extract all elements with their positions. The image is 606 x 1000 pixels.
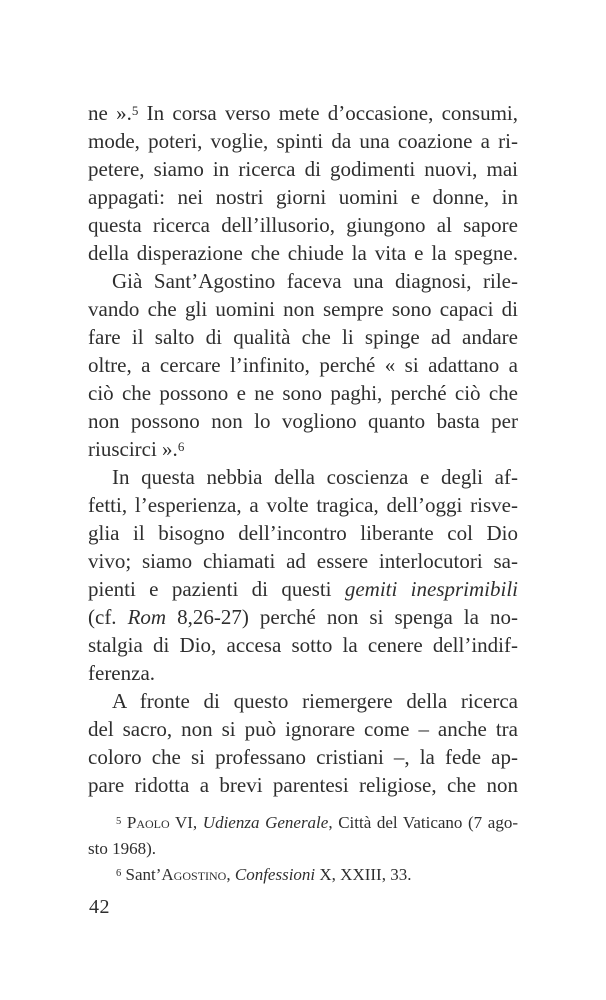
paragraph xyxy=(88,267,518,463)
text-segment: pienti e pazienti di questi xyxy=(88,577,345,601)
text-segment: 8,26-27) perché non si spenga la no- xyxy=(166,605,518,629)
footnote-marker: 6 xyxy=(116,867,122,879)
footnote-marker: 5 xyxy=(131,102,139,118)
text-line xyxy=(88,771,518,799)
text-line xyxy=(88,127,518,155)
text-line xyxy=(88,519,518,547)
text-segment: ferenza. xyxy=(88,661,156,685)
text-line xyxy=(88,435,518,463)
text-segment: ciò che possono e ne sono paghi, perché ciò che xyxy=(88,381,518,405)
footnotes xyxy=(88,810,518,888)
footnote-marker: 6 xyxy=(177,438,185,454)
text-segment: vando che gli uomini non sempre sono capaci di xyxy=(88,297,518,321)
text-line xyxy=(88,631,518,659)
text-line xyxy=(88,603,518,631)
text-line xyxy=(88,715,518,743)
text-line xyxy=(88,239,518,267)
text-segment: sto 1968). xyxy=(88,839,156,858)
footnote xyxy=(88,810,518,862)
text-segment: del sacro, non si può ignorare come – anche tra xyxy=(88,717,518,741)
text-segment: fare il salto di qualità che li spinge ad andare xyxy=(88,325,518,349)
italic-text: gemiti inesprimibili xyxy=(344,577,518,601)
text-segment: stalgia di Dio, accesa sotto la cenere dell’indif- xyxy=(88,633,518,657)
italic-text: Rom xyxy=(127,605,167,629)
text-line xyxy=(88,323,518,351)
text-segment: appagati: nei nostri giorni uomini e donne, in xyxy=(88,185,518,209)
text-line xyxy=(88,183,518,211)
text-segment: In questa nebbia della coscienza e degli af- xyxy=(112,465,518,489)
text-segment: coloro che si professano cristiani –, la fede ap- xyxy=(88,745,518,769)
text-line xyxy=(88,862,518,888)
text-segment: VI, xyxy=(169,813,203,832)
text-line xyxy=(88,155,518,183)
text-segment: A fronte di questo riemergere della ricerca xyxy=(112,689,518,713)
text-segment: , Città del Vaticano (7 ago- xyxy=(328,813,519,832)
text-segment: riuscirci ». xyxy=(88,437,178,461)
text-segment: , xyxy=(226,865,235,884)
text-segment: X, XXIII, 33. xyxy=(315,865,412,884)
footnote xyxy=(88,862,518,888)
text-line xyxy=(88,659,518,687)
paragraph xyxy=(88,463,518,687)
paragraph xyxy=(88,99,518,267)
text-segment: questa ricerca dell’illusorio, giungono al sapore xyxy=(88,213,518,237)
text-segment: pare ridotta a brevi parentesi religiose, che non xyxy=(88,773,518,797)
text-line xyxy=(88,836,518,862)
text-block xyxy=(88,99,518,888)
text-line xyxy=(88,295,518,323)
text-segment: In corsa verso mete d’occasione, consumi, xyxy=(138,101,518,125)
text-line xyxy=(88,743,518,771)
text-segment: oltre, a cercare l’infinito, perché « si adattano a xyxy=(88,353,518,377)
smallcaps-text: Paolo xyxy=(126,813,170,832)
text-line xyxy=(88,491,518,519)
text-segment: (cf. xyxy=(88,605,128,629)
text-segment: non possono non lo vogliono quanto basta per xyxy=(88,409,518,433)
text-segment: Già Sant’Agostino faceva una diagnosi, rile- xyxy=(112,269,518,293)
text-segment: Sant’ xyxy=(121,865,162,884)
text-segment: vivo; siamo chiamati ad essere interlocutori sa- xyxy=(88,549,518,573)
text-line xyxy=(88,575,518,603)
text-line xyxy=(88,687,518,715)
text-line xyxy=(88,379,518,407)
text-segment: mode, poteri, voglie, spinti da una coazione a ri- xyxy=(88,129,518,153)
text-segment: ne ». xyxy=(88,101,132,125)
text-line xyxy=(88,267,518,295)
italic-text: Confessioni xyxy=(234,865,316,884)
text-line xyxy=(88,211,518,239)
page-number: 42 xyxy=(89,896,110,918)
text-line xyxy=(88,810,518,836)
smallcaps-text: Agostino xyxy=(161,865,227,884)
text-line xyxy=(88,407,518,435)
text-line xyxy=(88,547,518,575)
text-line xyxy=(88,463,518,491)
footnote-marker: 5 xyxy=(116,815,122,827)
text-segment: fetti, l’esperienza, a volte tragica, dell’oggi risve- xyxy=(88,493,518,517)
text-line xyxy=(88,99,518,127)
text-segment: glia il bisogno dell’incontro liberante col Dio xyxy=(88,521,518,545)
italic-text: Udienza Generale xyxy=(202,813,329,832)
text-segment: petere, siamo in ricerca di godimenti nuovi, mai xyxy=(88,157,518,181)
text-line xyxy=(88,351,518,379)
body-text xyxy=(88,99,518,799)
paragraph xyxy=(88,687,518,799)
text-segment: della disperazione che chiude la vita e la spegne. xyxy=(88,241,518,265)
